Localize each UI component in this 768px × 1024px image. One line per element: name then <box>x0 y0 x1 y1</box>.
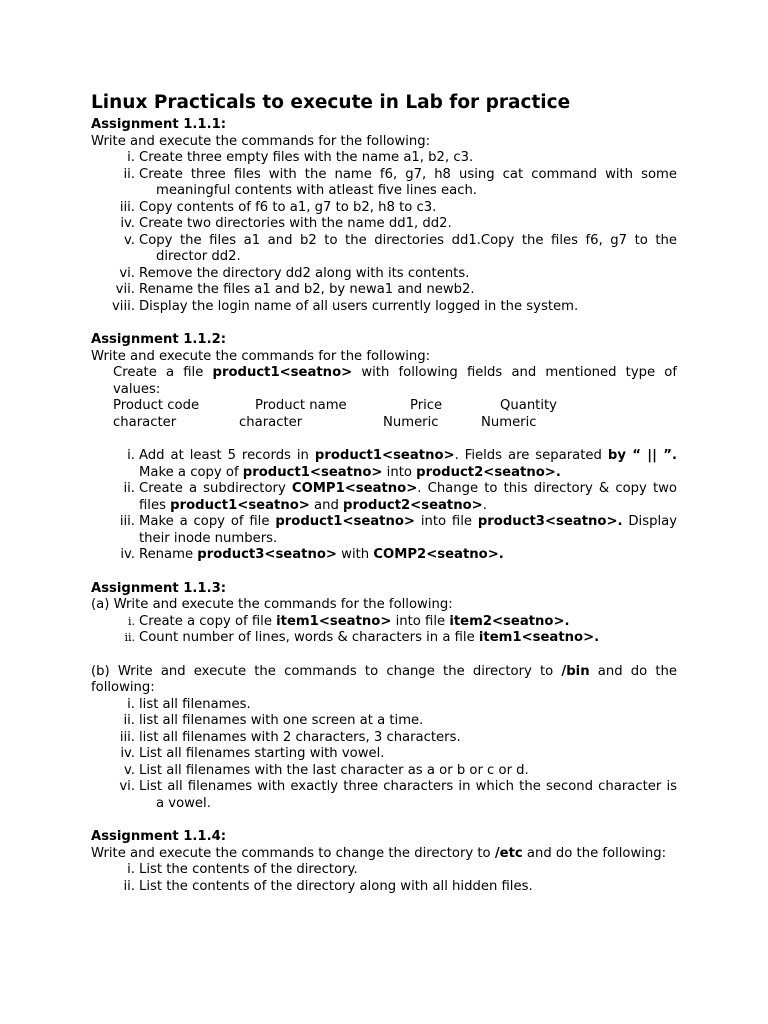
list-number: i. <box>127 150 135 165</box>
list-item <box>91 746 677 763</box>
field-type: Numeric <box>383 414 439 430</box>
list-text: Make a copy of file product1<seatno> into file product3<seatno>. Display their inode numbers. <box>139 514 677 546</box>
list-text: List the contents of the directory. <box>139 862 358 877</box>
list-item <box>91 547 677 564</box>
list-text: Rename product3<seatno> with COMP2<seatno>. <box>139 547 504 562</box>
list-text: Count number of lines, words & characters in a file item1<seatno>. <box>139 630 600 645</box>
list-item <box>91 448 677 481</box>
list-number: ii. <box>123 481 135 496</box>
list-number: ii. <box>124 631 135 644</box>
list-text: List all filenames with the last character as a or b or c or d. <box>139 762 529 778</box>
assignment-1-1-2-intro: Write and execute the commands for the following: <box>91 348 431 364</box>
list-text: Copy the files a1 and b2 to the directories dd1.Copy the files f6, g7 to the director dd2. <box>139 232 677 264</box>
text-segment: Create a file <box>113 365 213 380</box>
list-text: list all filenames. <box>139 696 251 712</box>
list-item <box>91 879 677 896</box>
list-item <box>91 299 677 316</box>
document-page <box>91 92 677 895</box>
list-text: Create a copy of file item1<seatno> into file item2<seatno>. <box>139 613 570 629</box>
assignment-1-1-4-intro: Write and execute the commands to change the directory to /etc and do the following: <box>91 845 667 861</box>
assignment-1-1-3-list-b <box>91 697 677 813</box>
list-number: v. <box>124 232 135 248</box>
list-item <box>91 233 677 266</box>
list-number: vi. <box>119 265 135 281</box>
list-text: Add at least 5 records in product1<seatno>. Fields are separated by “ || ”. Make a copy of product1<seatno> into product2<seatno>. <box>139 448 677 480</box>
list-text: Create three empty files with the name a1, b2, c3. <box>139 150 474 165</box>
field-header: Product code <box>113 398 200 413</box>
assignment-1-1-3-heading: Assignment 1.1.3: <box>91 580 227 596</box>
list-number: iv. <box>120 746 135 761</box>
assignment-1-1-2-list <box>91 448 677 564</box>
list-number: ii. <box>123 713 135 728</box>
list-text: Create two directories with the name dd1, dd2. <box>139 216 452 231</box>
assignment-1-1-4-heading: Assignment 1.1.4: <box>91 829 227 844</box>
assignment-1-1-4-list <box>91 862 677 895</box>
list-text: Copy contents of f6 to a1, g7 to b2, h8 to c3. <box>139 199 437 215</box>
field-type: character <box>113 414 177 430</box>
list-number: i. <box>127 696 135 712</box>
field-header: Price <box>410 398 443 413</box>
assignment-1-1-1-list <box>91 150 677 315</box>
list-text: Display the login name of all users currently logged in the system. <box>139 298 579 314</box>
list-item <box>91 200 677 217</box>
field-header-row <box>91 398 677 415</box>
list-item <box>91 167 677 200</box>
list-number: ii. <box>123 878 135 894</box>
list-number: i. <box>127 862 135 877</box>
list-text: List all filenames with exactly three characters in which the second character is a vowel. <box>139 779 677 811</box>
list-item <box>91 150 677 167</box>
list-item <box>91 713 677 730</box>
page-title: Linux Practicals to execute in Lab for practice <box>91 92 571 113</box>
assignment-1-1-1-heading: Assignment 1.1.1: <box>91 117 227 132</box>
list-text: Create three files with the name f6, g7, h8 using cat command with some meaningful contents with atleast five lines each. <box>139 166 677 198</box>
list-text: Rename the files a1 and b2, by newa1 and newb2. <box>139 282 475 297</box>
list-item <box>91 730 677 747</box>
list-number: i. <box>127 448 135 463</box>
list-item <box>91 266 677 283</box>
field-type: Numeric <box>481 414 537 430</box>
list-text: list all filenames with one screen at a time. <box>139 713 424 728</box>
list-item <box>91 763 677 780</box>
list-number: ii. <box>123 166 135 182</box>
list-number: vi. <box>119 779 135 794</box>
list-number: iii. <box>119 729 135 745</box>
list-text: list all filenames with 2 characters, 3 characters. <box>139 729 461 745</box>
list-item <box>91 282 677 299</box>
field-header: Quantity <box>500 398 557 413</box>
assignment-1-1-2-heading: Assignment 1.1.2: <box>91 332 227 347</box>
assignment-1-1-3-part-b: (b) Write and execute the commands to change the directory to /bin and do the following: <box>91 663 677 695</box>
list-item <box>91 779 677 812</box>
list-number: iv. <box>120 216 135 231</box>
list-item <box>91 862 677 879</box>
text-segment: with following fields and mentioned type of values: <box>113 365 678 397</box>
list-number: vii. <box>115 282 135 297</box>
create-file-instruction <box>91 365 677 398</box>
list-item <box>91 630 677 647</box>
file-name: product1<seatno> <box>212 365 353 380</box>
list-text: Create a subdirectory COMP1<seatno>. Change to this directory & copy two files product1<seatno> and product2<seatno>. <box>139 481 677 513</box>
list-number: iii. <box>119 514 135 529</box>
list-number: iv. <box>120 547 135 562</box>
list-text: List the contents of the directory along with all hidden files. <box>139 878 533 894</box>
list-number: v. <box>124 762 135 778</box>
assignment-1-1-3-part-a: (a) Write and execute the commands for the following: <box>91 597 453 612</box>
list-item <box>91 614 677 631</box>
field-header: Product name <box>255 398 347 413</box>
field-type: character <box>239 414 303 430</box>
field-type-row <box>91 415 677 432</box>
list-number: iii. <box>119 199 135 215</box>
list-text: Remove the directory dd2 along with its contents. <box>139 265 470 281</box>
list-text: List all filenames starting with vowel. <box>139 746 385 761</box>
list-item <box>91 514 677 547</box>
assignment-1-1-1-intro: Write and execute the commands for the following: <box>91 133 431 149</box>
list-number: i. <box>127 614 135 628</box>
list-item <box>91 697 677 714</box>
list-number: viii. <box>112 298 135 314</box>
list-item <box>91 216 677 233</box>
list-item <box>91 481 677 514</box>
